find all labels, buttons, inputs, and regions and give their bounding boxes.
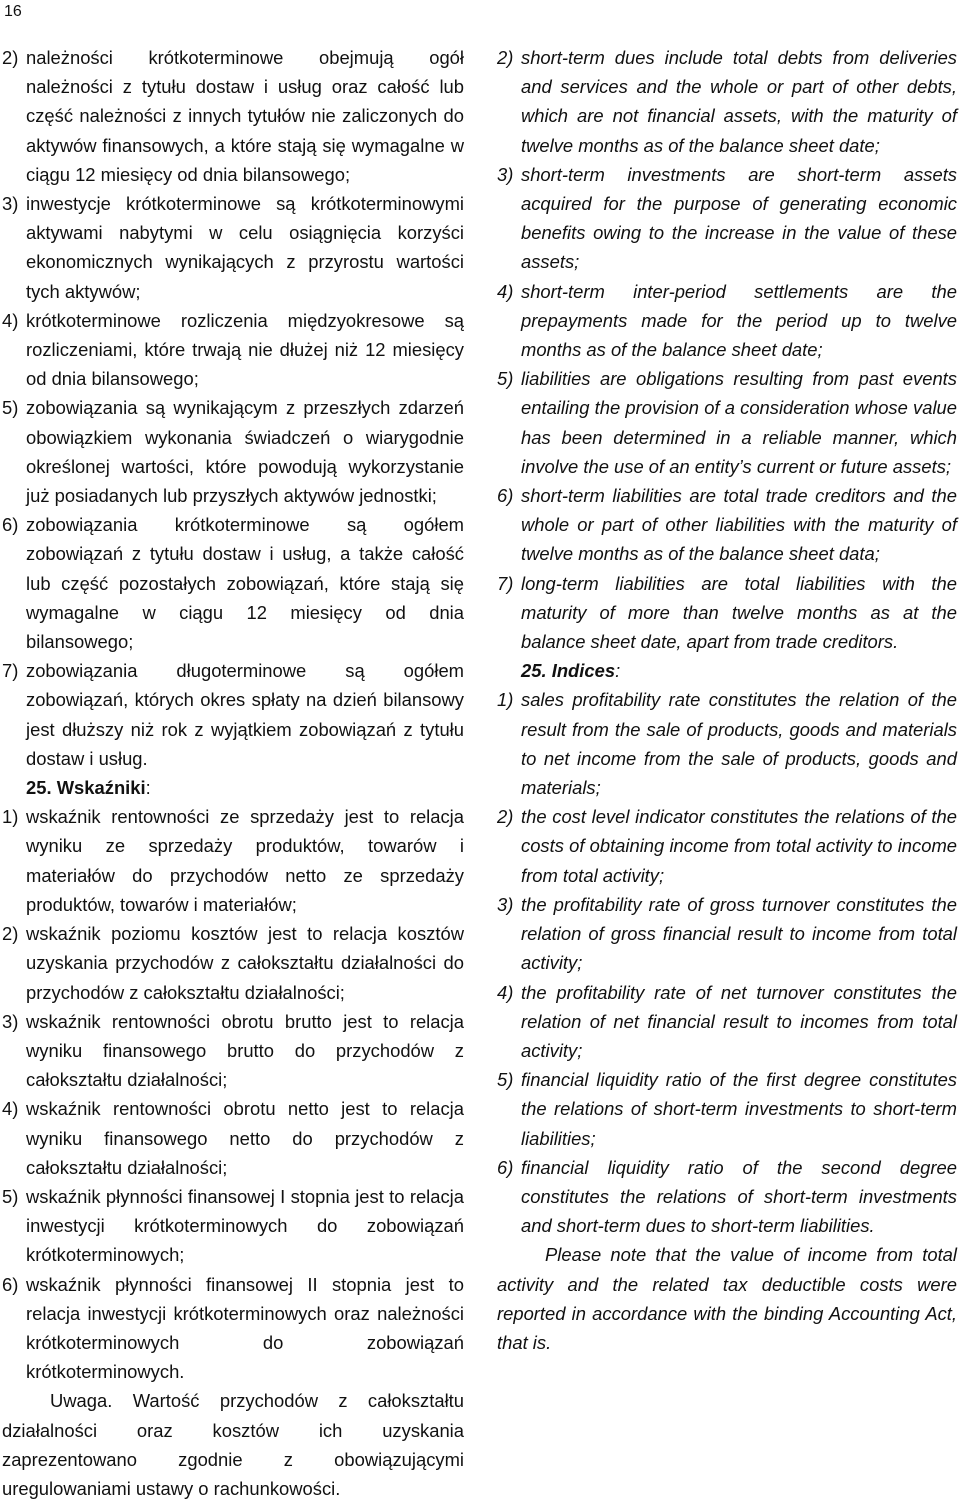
item-text: wskaźnik płynności finansowej I stopnia jest to relacja inwestycji krótkoterminowych do zobowiązań krótkoterminowych; [26, 1185, 464, 1266]
item-number: 7) [2, 660, 19, 682]
list-item [2, 1270, 464, 1387]
item-text: wskaźnik płynności finansowej II stopnia jest to relacja inwestycji krótkoterminowych oraz należności krótkoterminowych do zobowiązań krótkoterminowych. [26, 1273, 464, 1383]
item-text: the profitability rate of gross turnover constitutes the relation of gross financial result to income from total activity; [521, 893, 957, 974]
list-item [2, 43, 464, 189]
item-number: 6) [2, 514, 19, 536]
definitions-list [497, 43, 957, 656]
item-text: the cost level indicator constitutes the relations of the costs of obtaining income from total activity to income from total activity; [521, 806, 957, 886]
item-text: sales profitability rate constitutes the relation of the result from the sale of products, goods and materials to net income from the sale of products, goods and materials; [521, 689, 957, 799]
item-number: 1) [2, 806, 19, 828]
list-item [497, 890, 957, 978]
page-number: 16 [4, 3, 22, 20]
list-item [2, 919, 464, 1007]
section-title: Indices [551, 660, 616, 682]
list-item [497, 978, 957, 1066]
definitions-list [2, 43, 464, 773]
section-title: Wskaźniki [56, 777, 146, 799]
item-number: 4) [2, 1098, 19, 1120]
list-item [2, 1094, 464, 1182]
item-number: 3) [497, 163, 514, 185]
section-colon: : [145, 777, 151, 799]
item-text: short-term inter-period settlements are the prepayments made for the period up to twelve months as of the balance sheet date; [521, 280, 957, 361]
item-text: long-term liabilities are total liabilities with the maturity of more than twelve months as at the balance sheet date, apart from trade creditors. [521, 572, 957, 653]
item-number: 6) [497, 1156, 514, 1178]
item-number: 2) [2, 47, 19, 68]
list-item [497, 1065, 957, 1153]
item-number: 5) [2, 397, 19, 419]
item-number: 5) [497, 368, 514, 390]
item-text: wskaźnik rentowności obrotu netto jest to relacja wyniku finansowego netto do przychodów z całokształtu działalności; [26, 1098, 464, 1178]
item-number: 2) [2, 923, 19, 945]
english-column [497, 43, 957, 1357]
item-text: wskaźnik poziomu kosztów jest to relacja kosztów uzyskania przychodów z całokształtu działalności do przychodów z całokształtu działalności; [26, 923, 464, 1003]
list-item [2, 1182, 464, 1270]
item-number: 1) [497, 689, 514, 711]
note-paragraph: Please note that the value of income from total activity and the related tax deductible costs were reported in accordance with the binding Accounting Act, that is. [497, 1244, 957, 1353]
item-number: 3) [2, 1010, 19, 1032]
item-number: 3) [2, 193, 19, 215]
item-number: 6) [497, 485, 514, 507]
item-text: financial liquidity ratio of the second degree constitutes the relations of short-term investments and short-term dues to short-term liabilities. [521, 1156, 957, 1237]
item-text: short-term liabilities are total trade creditors and the whole or part of other liabilities with the maturity of twelve months as of the balance sheet data; [521, 485, 957, 565]
item-text: zobowiązania są wynikającym z przeszłych zdarzeń obowiązkiem wykonania świadczeń o wiarygodnie określonej wartości, które powodują wykorzystanie już posiadanych lub przyszłych aktywów jednostki; [26, 397, 464, 507]
item-number: 7) [497, 572, 514, 594]
item-number: 2) [497, 47, 514, 68]
list-item [2, 189, 464, 306]
note-paragraph: Uwaga. Wartość przychodów z całokształtu działalności oraz kosztów ich uzyskania zaprezentowano zgodnie z obowiązującymi uregulowaniami ustawy o rachunkowości. [2, 1390, 464, 1499]
list-item [2, 393, 464, 510]
item-text: krótkoterminowe rozliczenia międzyokresowe są rozliczeniami, które trwają nie dłużej niż 12 miesięcy od dnia bilansowego; [26, 309, 464, 390]
item-number: 4) [2, 309, 19, 331]
list-item [497, 802, 957, 890]
section-number: 25. [26, 777, 52, 799]
indices-list [497, 685, 957, 1240]
item-number: 3) [497, 893, 514, 915]
list-item [497, 364, 957, 481]
list-item [2, 1007, 464, 1095]
item-text: liabilities are obligations resulting from past events entailing the provision of a consideration whose value has been determined in a reliable manner, which involve the use of an entity’s current or future assets; [521, 368, 957, 477]
item-number: 4) [497, 280, 514, 302]
section-heading [2, 773, 464, 802]
list-item [2, 802, 464, 919]
item-number: 6) [2, 1273, 19, 1295]
item-text: financial liquidity ratio of the first degree constitutes the relations of short-term investments to short-term liabilities; [521, 1069, 957, 1149]
item-text: inwestycje krótkoterminowe są krótkoterminowymi aktywami nabytymi w celu osiągnięcia korzyści ekonomicznych wynikających z przyrostu wartości tych aktywów; [26, 193, 464, 302]
list-item [2, 306, 464, 394]
item-text: short-term dues include total debts from deliveries and services and the whole or part of other debts, which are not financial assets, with the maturity of twelve months as of the balance sheet date; [521, 47, 957, 156]
item-text: należności krótkoterminowe obejmują ogół należności z tytułu dostaw i usług oraz całość lub część należności z innych tytułów nie zaliczonych do aktywów finansowych, a które stają się wymagalne w ciągu 12 miesięcy od dnia bilansowego; [26, 47, 464, 185]
item-text: zobowiązania długoterminowe są ogółem zobowiązań, których okres spłaty na dzień bilansowy jest dłuższy niż rok z wyjątkiem zobowiązań z tytułu dostaw i usług. [26, 660, 464, 769]
list-item [497, 1153, 957, 1241]
section-number: 25. [521, 660, 547, 682]
list-item [497, 569, 957, 657]
polish-column [2, 43, 464, 1503]
indices-list [2, 802, 464, 1386]
list-item [497, 685, 957, 802]
item-text: the profitability rate of net turnover constitutes the relation of net financial result to incomes from total activity; [521, 981, 957, 1061]
list-item [497, 481, 957, 569]
item-text: wskaźnik rentowności obrotu brutto jest to relacja wyniku finansowego brutto do przychodów z całokształtu działalności; [26, 1010, 464, 1091]
section-colon: : [615, 660, 621, 682]
list-item [2, 656, 464, 773]
list-item [497, 43, 957, 160]
item-number: 4) [497, 981, 514, 1003]
item-text: wskaźnik rentowności ze sprzedaży jest to relacja wyniku ze sprzedaży produktów, towarów i materiałów do przychodów netto ze sprzedaży produktów, towarów i materiałów; [26, 806, 464, 915]
section-heading [497, 656, 957, 685]
item-number: 5) [497, 1069, 514, 1091]
item-text: short-term investments are short-term assets acquired for the purpose of generating economic benefits owing to the increase in the value of these assets; [521, 163, 957, 273]
item-text: zobowiązania krótkoterminowe są ogółem zobowiązań z tytułu dostaw i usług, a także całość lub część pozostałych zobowiązań, które stają się wymagalne w ciągu 12 miesięcy od dnia bilansowego; [26, 514, 464, 653]
list-item [497, 277, 957, 365]
item-number: 5) [2, 1185, 19, 1207]
item-number: 2) [497, 806, 514, 828]
list-item [2, 510, 464, 656]
list-item [497, 160, 957, 277]
